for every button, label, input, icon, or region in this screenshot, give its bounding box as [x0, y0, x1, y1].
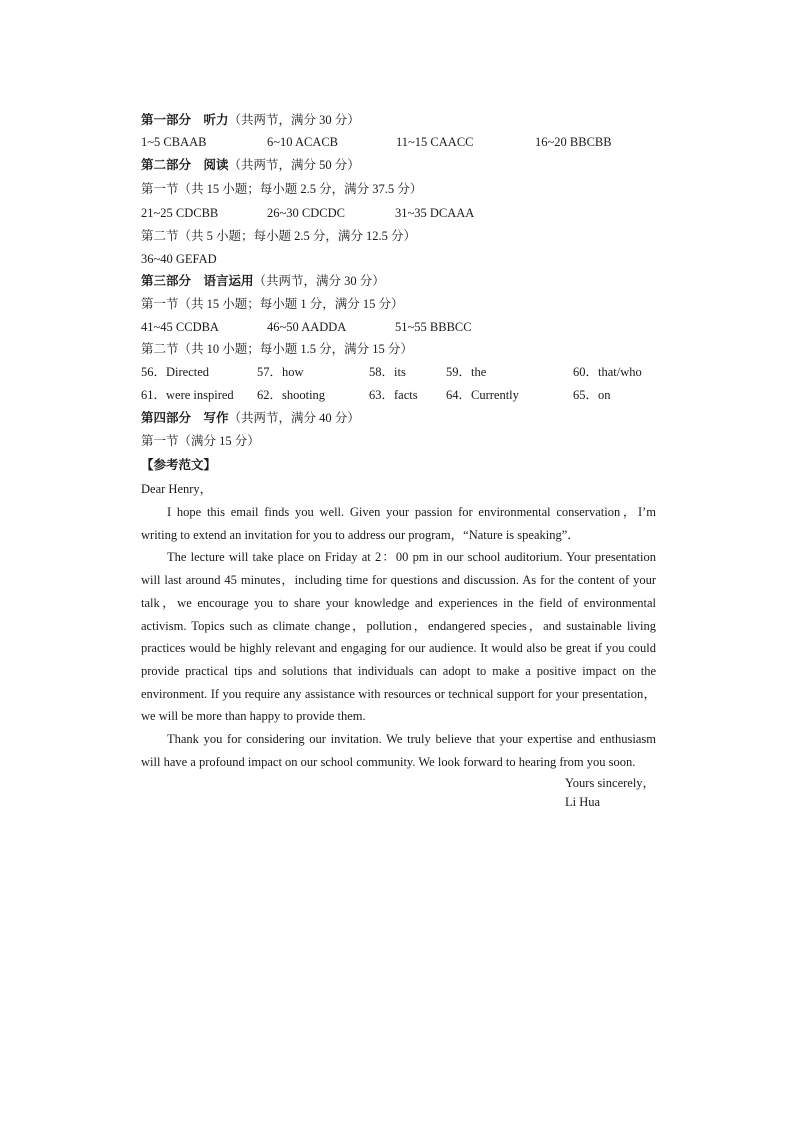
- answer-item: 58．its: [369, 365, 406, 379]
- part4-section1-title: 第一节（满分 15 分）: [141, 434, 260, 448]
- answer-item: 65．on: [573, 388, 611, 402]
- part3-section2-title: 第二节（共 10 小题；每小题 1.5 分，满分 15 分）: [141, 342, 413, 356]
- part2-note: （共两节，满分 50 分）: [228, 158, 360, 172]
- letter-paragraph-1: I hope this email finds you well. Given your passion for environmental conservation，I’m writing to extend an invitation for you to address our program，“Nature is speaking”．: [141, 505, 656, 542]
- answer-group: 31~35 DCAAA: [395, 206, 475, 220]
- letter-closing: Yours sincerely，: [565, 776, 656, 790]
- part1-heading: [141, 111, 360, 129]
- part1-title: 第一部分 听力: [141, 113, 229, 127]
- part2-section1-title: 第一节（共 15 小题；每小题 2.5 分，满分 37.5 分）: [141, 182, 423, 196]
- part4-note: （共两节，满分 40 分）: [228, 411, 360, 425]
- answer-group: 36~40 GEFAD: [141, 252, 217, 266]
- answer-group: 26~30 CDCDC: [267, 206, 345, 220]
- part2-section2-title: 第二节（共 5 小题；每小题 2.5 分，满分 12.5 分）: [141, 229, 417, 243]
- answer-item: 64．Currently: [446, 388, 519, 402]
- letter-signature: Li Hua: [565, 795, 601, 809]
- part3-section2-row2: [141, 386, 661, 404]
- answer-group: 6~10 ACACB: [267, 135, 339, 149]
- answer-item: 59．the: [446, 365, 487, 379]
- answer-group: 46~50 AADDA: [267, 320, 347, 334]
- part3-section1-answers: [141, 318, 661, 336]
- part2-heading: [141, 156, 360, 174]
- answer-group: 41~45 CCDBA: [141, 320, 219, 334]
- part1-answers-row: [141, 133, 661, 151]
- answer-group: 51~55 BBBCC: [395, 320, 472, 334]
- part4-heading: [141, 409, 360, 427]
- letter-paragraph-2: The lecture will take place on Friday at 2：00 pm in our school auditorium. Your presentation will last around 45 minutes，including time for questions and discussion. As for the content of your talk，we encourage you to share your knowledge and experiences in the field of environmental activism. Topics such as climate change，pollution，endangered species，and sustainable living practices would be highly relevant and engaging for our audience. It would also be great if you could provide practical tips and solutions that individuals can adopt to make a positive impact on the environment. If you require any assistance with resources or technical support for your presentation，we will be more than happy to provide them.: [141, 550, 656, 724]
- answer-item: 60．that/who: [573, 365, 642, 379]
- letter-greeting: Dear Henry，: [141, 482, 213, 496]
- answer-group: 11~15 CAACC: [396, 135, 474, 149]
- part2-section2-answers: [141, 250, 217, 268]
- letter-body: [141, 501, 656, 773]
- letter-paragraph-3: Thank you for considering our invitation. We truly believe that your expertise and enthusiasm will have a profound impact on our school community. We look forward to hearing from you soon.: [141, 732, 656, 769]
- part3-section2-row1: [141, 363, 661, 381]
- part3-title: 第三部分 语言运用: [141, 274, 254, 288]
- part1-note: （共两节，满分 30 分）: [228, 113, 360, 127]
- answer-item: 57．how: [257, 365, 304, 379]
- answer-group: 1~5 CBAAB: [141, 135, 207, 149]
- sample-essay-label: 【参考范文】: [141, 458, 217, 472]
- answer-item: 56．Directed: [141, 365, 210, 379]
- answer-group: 21~25 CDCBB: [141, 206, 219, 220]
- part3-note: （共两节，满分 30 分）: [253, 274, 385, 288]
- part2-title: 第二部分 阅读: [141, 158, 229, 172]
- part2-section1-answers: [141, 204, 661, 222]
- part4-title: 第四部分 写作: [141, 411, 229, 425]
- answer-item: 61．were inspired: [141, 388, 234, 402]
- answer-item: 62．shooting: [257, 388, 326, 402]
- answer-group: 16~20 BBCBB: [535, 135, 612, 149]
- answer-item: 63．facts: [369, 388, 418, 402]
- part3-section1-title: 第一节（共 15 小题；每小题 1 分，满分 15 分）: [141, 297, 404, 311]
- part3-heading: [141, 272, 385, 290]
